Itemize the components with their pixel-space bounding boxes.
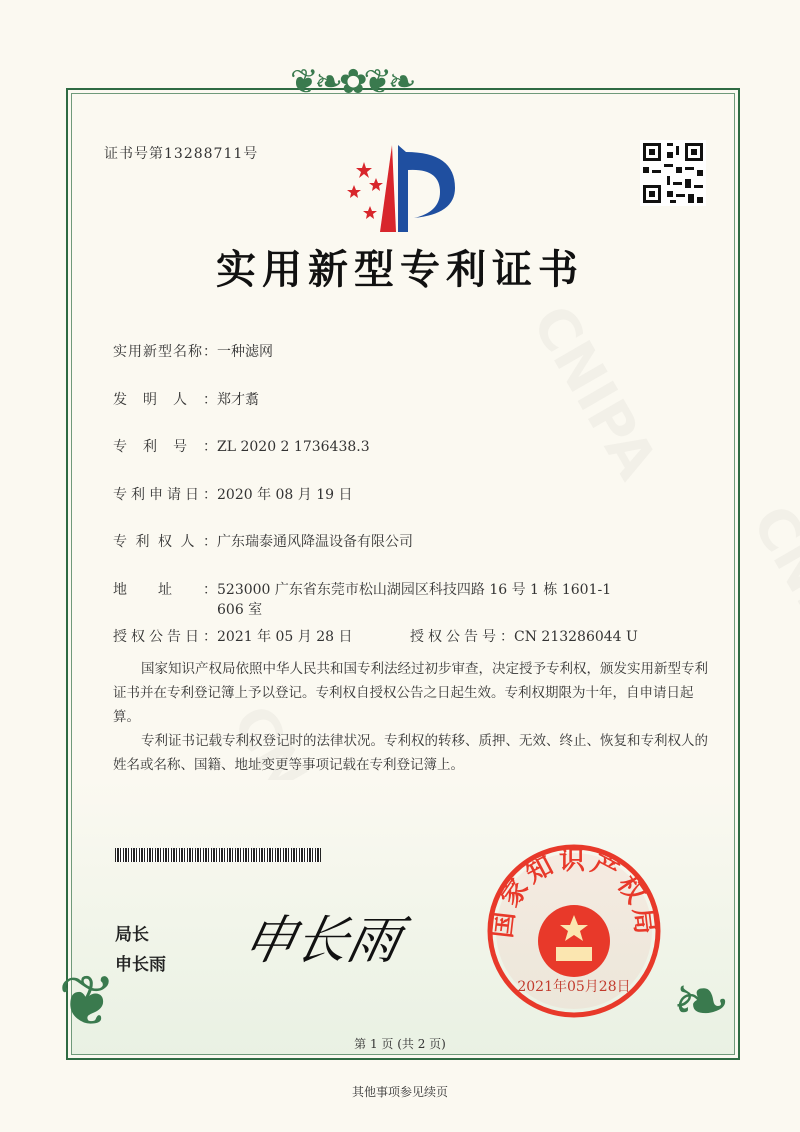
field-application-date: 专利申请日：2020 年 08 月 19 日	[113, 487, 353, 503]
field-utility-name: 实用新型名称：一种滤网	[113, 344, 273, 360]
field-grant-number: 授权公告号：CN 213286044 U	[410, 629, 638, 645]
field-address: 地址：523000 广东省东莞市松山湖园区科技四路 16 号 1 栋 1601-1 606 室	[113, 582, 612, 618]
certificate-number: 证书号第13288711号	[104, 146, 259, 162]
page-indicator: 第 1 页 (共 2 页)	[354, 1037, 446, 1051]
signatory-title: 局长	[115, 925, 149, 945]
svg-text:2021年05月28日: 2021年05月28日	[517, 979, 631, 995]
barcode	[115, 848, 321, 862]
corner-ornament: ❦	[58, 960, 117, 1042]
corner-ornament: ❧	[672, 960, 731, 1042]
field-patentee: 专利权人：广东瑞泰通风降温设备有限公司	[113, 534, 413, 550]
field-inventor: 发明人：郑才翥	[113, 392, 259, 408]
signatory-name: 申长雨	[115, 955, 166, 975]
body-paragraph: 国家知识产权局依照中华人民共和国专利法经过初步审查，决定授予专利权，颁发实用新型专利证书并在专利登记簿上予以登记。专利权自授权公告之日起生效。专利权期限为十年，自申请日起算。	[113, 661, 708, 725]
watermark	[739, 495, 800, 690]
page-title: 实用新型专利证书	[216, 246, 584, 293]
field-grant-date: 授权公告日：2021 年 05 月 28 日	[113, 629, 353, 645]
svg-text:国家知识产权局: 国家知识产权局	[487, 846, 661, 940]
handwritten-signature: 申长雨	[237, 911, 407, 971]
body-paragraph: 专利证书记载专利权登记时的法律状况。专利权的转移、质押、无效、终止、恢复和专利权人的姓名或名称、国籍、地址变更等事项记载在专利登记簿上。	[113, 733, 708, 773]
cnipa-logo-icon	[340, 140, 465, 235]
top-ornament: ❦❧✿❦❧	[290, 62, 413, 102]
qr-code	[640, 140, 706, 206]
field-patent-number: 专利号：ZL 2020 2 1736438.3	[113, 439, 370, 455]
official-seal	[486, 843, 662, 1019]
continued-note: 其他事项参见续页	[351, 1085, 448, 1099]
